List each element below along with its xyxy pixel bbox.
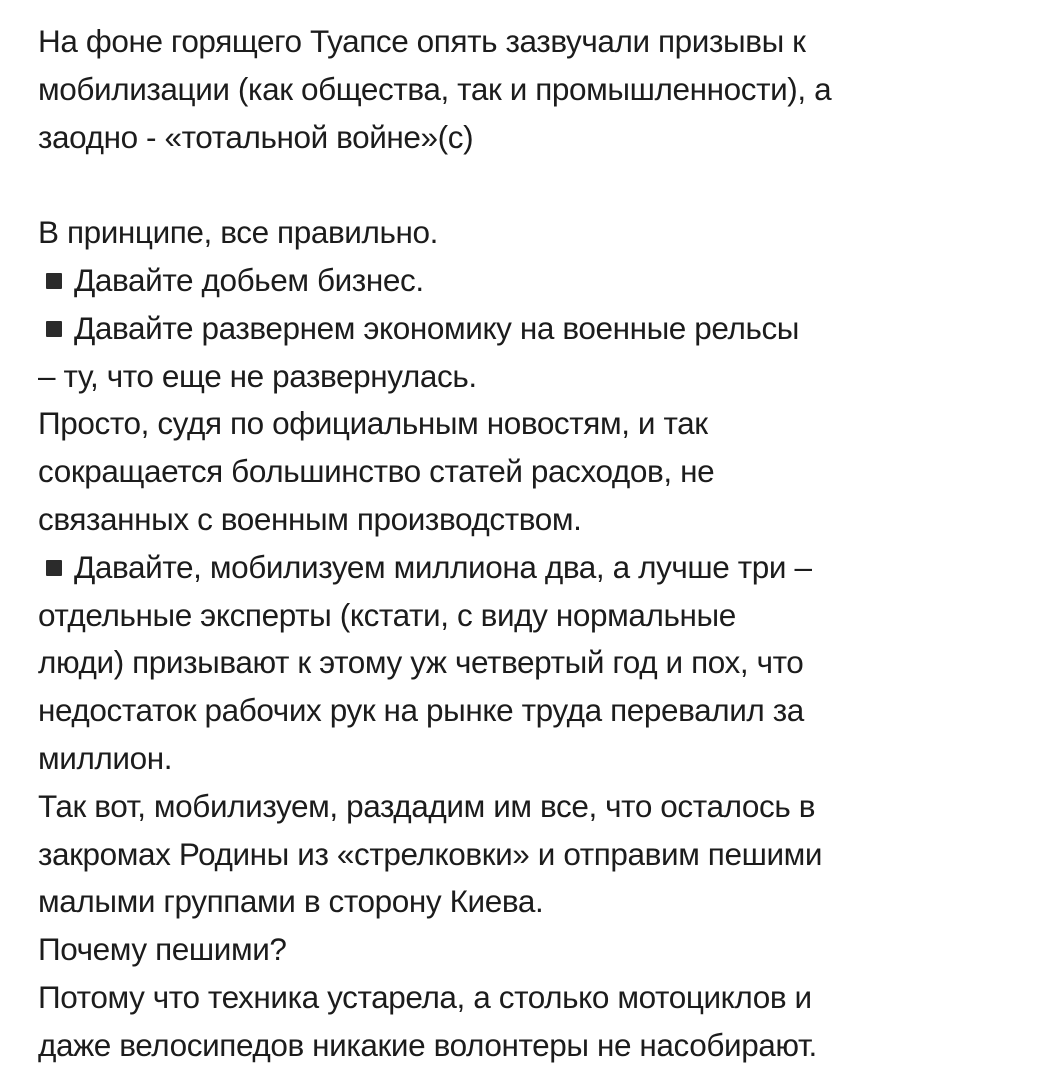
bullet-square-icon <box>46 321 62 337</box>
bullet-item-3-line-5: миллион. <box>38 739 173 776</box>
paragraph1-line-2: мобилизации (как общества, так и промышленности), а <box>38 70 832 107</box>
bullet-item-3 <box>38 544 1028 592</box>
bullet-item-3-line-4: недостаток рабочих рук на рынке труда перевалил за <box>38 692 804 729</box>
bullet-item-2-continuation: – ту, что еще не развернулась. <box>38 357 477 394</box>
paragraph3-line-1: Так вот, мобилизуем, раздадим им все, что осталось в <box>38 787 816 824</box>
bullet-item-1-text: Давайте добьем бизнес. <box>74 261 424 298</box>
intro-line: В принципе, все правильно. <box>38 214 438 251</box>
paragraph3-line-3: малыми группами в сторону Киева. <box>38 883 544 920</box>
question-line: Почему пешими? <box>38 931 287 968</box>
paragraph3-line-2: закромах Родины из «стрелковки» и отправим пешими <box>38 835 823 872</box>
paragraph4-line-2: даже велосипедов никакие волонтеры не насобирают. <box>38 1026 817 1063</box>
paragraph-spacer <box>38 161 1028 209</box>
bullet-item-1 <box>38 257 1028 305</box>
paragraph1-line-3: заодно - «тотальной войне»(с) <box>38 118 474 155</box>
paragraph2-line-2: сокращается большинство статей расходов, не <box>38 453 715 490</box>
paragraph2-line-1: Просто, судя по официальным новостям, и так <box>38 405 708 442</box>
paragraph1-line-1: На фоне горящего Туапсе опять зазвучали призывы к <box>38 23 806 59</box>
bullet-item-3-line-2: отдельные эксперты (кстати, с виду нормальные <box>38 596 736 633</box>
post-text <box>38 18 1028 1070</box>
bullet-square-icon <box>46 560 62 576</box>
bullet-item-2 <box>38 305 1028 353</box>
bullet-item-2-text: Давайте развернем экономику на военные рельсы <box>74 309 800 346</box>
paragraph2-line-3: связанных с военным производством. <box>38 500 582 537</box>
bullet-item-3-text: Давайте, мобилизуем миллиона два, а лучше три – <box>74 548 812 585</box>
paragraph4-line-1: Потому что техника устарела, а столько мотоциклов и <box>38 978 812 1015</box>
bullet-item-3-line-3: люди) призывают к этому уж четвертый год и пох, что <box>38 644 804 681</box>
bullet-square-icon <box>46 273 62 289</box>
